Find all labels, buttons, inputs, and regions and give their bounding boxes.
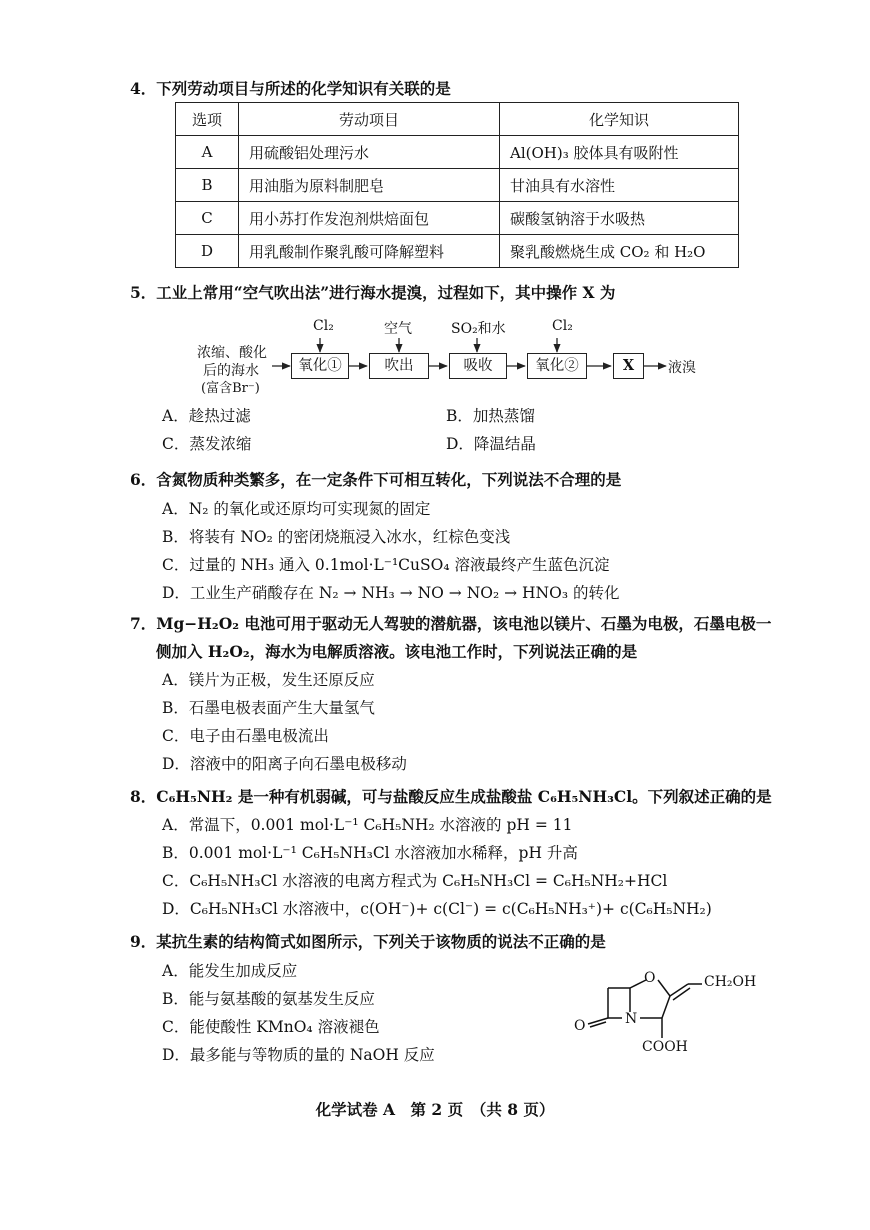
flow-step-absorb: 吸收 — [449, 353, 507, 379]
flow-end-liquid-bromine: 液溴 — [668, 360, 696, 376]
q5-option-b: B．加热蒸馏 — [446, 407, 535, 425]
table-cell: 用小苏打作发泡剂烘焙面包 — [239, 202, 500, 235]
table-cell: B — [176, 169, 239, 202]
flow-input-so2-water: SO₂和水 — [451, 321, 506, 337]
q5-option-d: D．降温结晶 — [446, 435, 536, 453]
structure-cooh: COOH — [642, 1039, 688, 1055]
page-footer: 化学试卷 A 第 2 页 （共 8 页） — [315, 1100, 555, 1119]
flow-input-cl2-second: Cl₂ — [552, 318, 573, 334]
q8-option-d: D．C₆H₅NH₃Cl 水溶液中，c(OH⁻)+ c(Cl⁻) = c(C₆H₅NH₃⁺)+ c(C₆H₅NH₂) — [162, 900, 712, 918]
table-header-cell: 选项 — [176, 103, 239, 136]
table-cell: 用硫酸铝处理污水 — [239, 136, 500, 169]
q6-option-d: D．工业生产硝酸存在 N₂ → NH₃ → NO → NO₂ → HNO₃ 的转化 — [162, 584, 620, 602]
q8-stem: 8．C₆H₅NH₂ 是一种有机弱碱，可与盐酸反应生成盐酸盐 C₆H₅NH₃Cl。下列叙述正确的是 — [130, 787, 772, 806]
flow-start-line2: 后的海水 — [203, 363, 259, 379]
table-cell: D — [176, 235, 239, 268]
q5-option-a: A．趁热过滤 — [162, 407, 251, 425]
q6-option-a: A．N₂ 的氧化或还原均可实现氮的固定 — [162, 500, 431, 518]
flow-start-line1: 浓缩、酸化 — [197, 345, 267, 361]
q7-option-d: D．溶液中的阳离子向石墨电极移动 — [162, 755, 407, 773]
table-cell: 甘油具有水溶性 — [500, 169, 739, 202]
flow-step-oxidation-1: 氧化① — [291, 353, 349, 379]
table-header-cell: 化学知识 — [500, 103, 739, 136]
flow-start-line3: (富含Br⁻) — [201, 381, 260, 396]
q9-option-c: C．能使酸性 KMnO₄ 溶液褪色 — [162, 1018, 380, 1036]
q5-option-c: C．蒸发浓缩 — [162, 435, 252, 453]
q7-stem-line1: 7．Mg−H₂O₂ 电池可用于驱动无人驾驶的潜航器，该电池以镁片、石墨为电极，石墨电极一 — [130, 614, 772, 633]
q9-option-a: A．能发生加成反应 — [162, 962, 298, 980]
q8-option-c: C．C₆H₅NH₃Cl 水溶液的电离方程式为 C₆H₅NH₃Cl = C₆H₅NH₂+HCl — [162, 872, 668, 890]
q9-option-b: B．能与氨基酸的氨基发生反应 — [162, 990, 375, 1008]
q5-stem: 5．工业上常用“空气吹出法”进行海水提溴，过程如下，其中操作 X 为 — [130, 283, 616, 302]
table-cell: A — [176, 136, 239, 169]
q6-option-b: B．将装有 NO₂ 的密闭烧瓶浸入冰水，红棕色变浅 — [162, 528, 511, 546]
flow-input-air: 空气 — [384, 321, 412, 337]
flow-step-blow-out: 吹出 — [369, 353, 429, 379]
structure-ch2oh: CH₂OH — [704, 974, 757, 990]
q8-option-b: B．0.001 mol·L⁻¹ C₆H₅NH₃Cl 水溶液加水稀释，pH 升高 — [162, 844, 578, 862]
flow-input-cl2: Cl₂ — [313, 318, 334, 334]
q8-option-a: A．常温下，0.001 mol·L⁻¹ C₆H₅NH₂ 水溶液的 pH = 11 — [162, 816, 573, 834]
table-cell: 聚乳酸燃烧生成 CO₂ 和 H₂O — [500, 235, 739, 268]
q7-stem-line2: 侧加入 H₂O₂，海水为电解质溶液。该电池工作时，下列说法正确的是 — [156, 642, 638, 661]
flow-arrows — [0, 0, 870, 420]
q4-stem: 4．下列劳动项目与所述的化学知识有关联的是 — [130, 79, 451, 98]
table-cell: 碳酸氢钠溶于水吸热 — [500, 202, 739, 235]
q9-stem: 9．某抗生素的结构简式如图所示，下列关于该物质的说法不正确的是 — [130, 932, 606, 951]
table-cell: Al(OH)₃ 胶体具有吸附性 — [500, 136, 739, 169]
q6-option-c: C．过量的 NH₃ 通入 0.1mol·L⁻¹CuSO₄ 溶液最终产生蓝色沉淀 — [162, 556, 610, 574]
structure-o-ring: O — [644, 970, 656, 986]
structure-n-atom: N — [625, 1011, 638, 1027]
q7-option-b: B．石墨电极表面产生大量氢气 — [162, 699, 375, 717]
table-cell: 用乳酸制作聚乳酸可降解塑料 — [239, 235, 500, 268]
q9-option-d: D．最多能与等物质的量的 NaOH 反应 — [162, 1046, 435, 1064]
flow-step-oxidation-2: 氧化② — [527, 353, 587, 379]
table-cell: 用油脂为原料制肥皂 — [239, 169, 500, 202]
q7-option-c: C．电子由石墨电极流出 — [162, 727, 329, 745]
table-cell: C — [176, 202, 239, 235]
flow-step-x: X — [613, 353, 644, 379]
q6-stem: 6．含氮物质种类繁多，在一定条件下可相互转化，下列说法不合理的是 — [130, 470, 622, 489]
q7-option-a: A．镁片为正极，发生还原反应 — [162, 671, 375, 689]
table-header-cell: 劳动项目 — [239, 103, 500, 136]
structure-o-carbonyl: O — [574, 1018, 586, 1034]
